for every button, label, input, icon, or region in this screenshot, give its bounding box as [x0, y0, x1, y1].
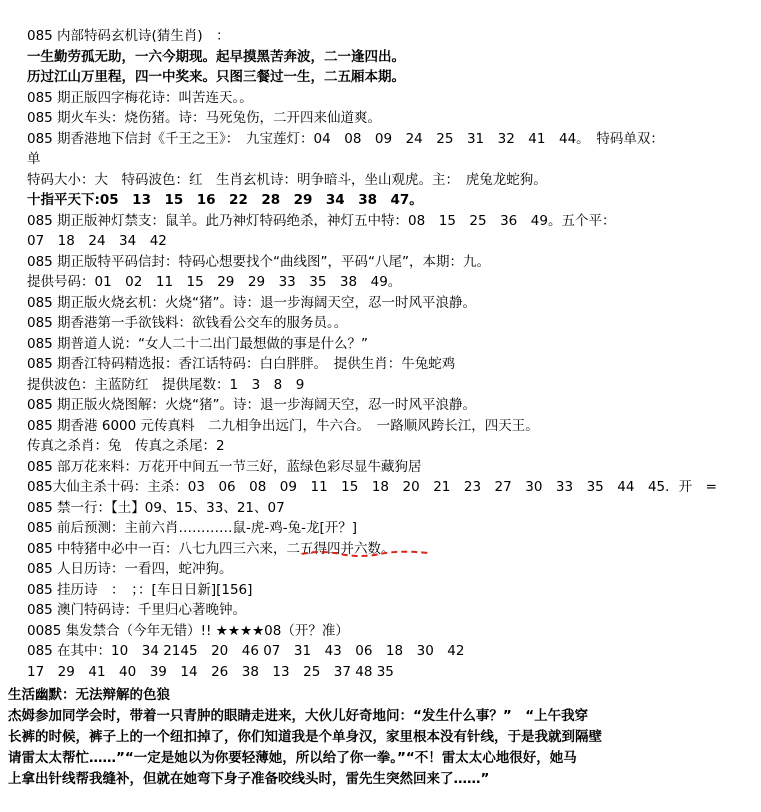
text-line: 085 澳门特码诗：千里归心著晚钟。 — [27, 602, 247, 618]
red-scribble-mark — [300, 548, 430, 558]
text-line: 提供号码：01 02 11 15 29 29 33 35 38 49。 — [27, 274, 402, 290]
text-line: 085 期香江特码精选报：香江话特码：白白胖胖。 提供生肖：牛兔蛇鸡 — [27, 356, 456, 372]
text-line: 传真之杀肖：兔 传真之杀尾：2 — [27, 438, 225, 454]
text-line: 特码大小：大 特码波色：红 生肖玄机诗：明争暗斗，坐山观虎。主： 虎兔龙蛇狗。 — [27, 171, 547, 188]
text-line: 085 人日历诗：一看四，蛇冲狗。 — [27, 561, 233, 577]
text-line: 085 部万花来料：万花开中间五一节三好，蓝绿色彩尽显牛藏狗居 — [27, 458, 422, 475]
text-line: 085 期香港 6000 元传真料 二九相争出远门，牛六合。 一路顺风跨长江，四天王。 — [27, 417, 539, 434]
text-line: 085 期香港第一手欲钱料：欲钱看公交车的服务员。。 — [27, 315, 348, 331]
story-line: 上拿出针线帮我缝补，但就在她弯下身子准备咬线头时，雷先生突然回来了……” — [8, 771, 490, 787]
text-line: 0085 集发禁合（今年无错）!! ★★★★08（开？准） — [27, 622, 349, 639]
text-line: 提供波色：主蓝防红 提供尾数：1 3 8 9 — [27, 376, 305, 393]
story-line: 请雷太太帮忙……”“一定是她以为你要轻薄她，所以给了你一拳。”“不！雷太太心地很好，她马 — [8, 750, 577, 766]
text-line: 085 中特猪中必中一百：八七九四三六来，二五得四并六数。 — [27, 540, 395, 557]
story-title: 生活幽默：无法辩解的色狼 — [8, 687, 170, 703]
text-line: 085 期正版神灯禁支：鼠羊。此乃神灯特码绝杀，神灯五中特：08 15 25 36 49。五个平： — [27, 212, 616, 229]
text-line: 085 内部特码玄机诗(猜生肖) ： — [27, 28, 230, 44]
prediction-text-block — [27, 26, 757, 682]
text-line: 085 禁一行：【土】09、15、33、21、07 — [27, 499, 285, 516]
story-line: 杰姆参加同学会时，带着一只青肿的眼睛走进来，大伙儿好奇地问：“发生什么事？” “上午我穿 — [8, 708, 589, 724]
story-line: 长裤的时候，裤子上的一个纽扣掉了，你们知道我是个单身汉，家里根本没有针线，于是我就到隔壁 — [8, 729, 602, 745]
text-line: 17 29 41 40 39 14 26 38 13 25 37 48 35 — [27, 663, 394, 680]
text-line: 十指平天下:05 13 15 16 22 28 29 34 38 47。 — [27, 192, 423, 208]
text-line: 085 期正版特平码信封：特码心想要找个“曲线图”，平码“八尾”，本期：九。 — [27, 253, 491, 270]
text-line: 085 挂历诗 ： ；：[车日日新][156] — [27, 581, 253, 598]
text-line: 历过江山万里程，四一中奖来。只图三餐过一生，二五厢本期。 — [27, 69, 405, 85]
text-line: 07 18 24 34 42 — [27, 233, 167, 249]
text-line: 单 — [27, 151, 41, 167]
humor-story-block — [8, 685, 758, 790]
text-line: 085 在其中：10 34 2145 20 46 07 31 43 06 18 30 42 — [27, 643, 465, 659]
text-line: 一生勤劳孤无助，一六今期现。起早摸黑苦奔波，二一逢四出。 — [27, 48, 405, 65]
text-line: 085 期火车头：烧伤猪。诗：马死兔伤，二开四来仙道爽。 — [27, 110, 382, 126]
text-line: 085 期正版火烧图解：火烧“猪”。诗：退一步海阔天空，忍一时风平浪静。 — [27, 397, 477, 413]
text-line: 085 前后预测：主前六肖…………鼠-虎-鸡-兔-龙[开？] — [27, 520, 358, 536]
text-line: 085 期香港地下信封《千王之王》： 九宝莲灯：04 08 09 24 25 31 32 41 44。 特码单双： — [27, 130, 664, 147]
text-line: 085 期正版火烧玄机：火烧“猪”。诗：退一步海阔天空，忍一时风平浪静。 — [27, 294, 477, 311]
text-line: 085 期普道人说：“女人二十二出门最想做的事是什么？” — [27, 335, 369, 352]
text-line: 085 期正版四字梅花诗：叫苦连天。。 — [27, 89, 253, 106]
text-line: 085大仙主杀十码：主杀：03 06 08 09 11 15 18 20 21 23 27 30 33 35 44 45．开 = — [27, 479, 717, 495]
